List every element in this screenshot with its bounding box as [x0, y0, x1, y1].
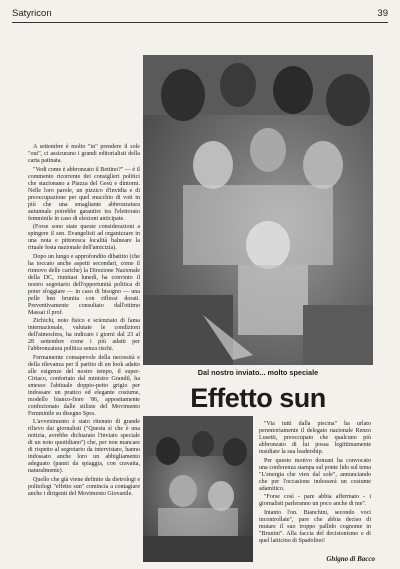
paragraph: Per questo motivo domani ha convocato una conferenza stampa sul ponte lido sul tema "L'energia che vien dal sole", annunciando che per l'occasione indosserà un costume adamitico. [259, 457, 371, 492]
photo-caption: Dal nostro inviato... molto speciale [197, 368, 319, 377]
photo-sunbathers-image [143, 416, 253, 562]
paragraph: Intanto l'on. Bianchini, secondo voci incontrollate", pare che abbia deciso di mutare il suo troppo pallido cognome in "Brunini". Alla faccia del decisionismo e di quel latticino di Spadolino! [259, 509, 371, 544]
paragraph: Dopo un lungo e approfondito dibattito (che ha toccato anche aspetti secondari, come il rinnovo delle cariche) la Direzione Nazionale della DC, riunitasi lunedì, ha convinto il nostro segretario dell'opportunità politica di poter sfoggiare — in caso di bisogno — una pelle ben brunita con riflessi dorati. Preventivamente consultato dall'ottimo Massai il prof. [28, 253, 140, 316]
paragraph: (Forse sono state queste considerazioni a spingere il sen. Evangelisti ad organizzare in una nota e pittoresca località balneare la rituale festa nazionale dell'amicizia). [28, 224, 140, 251]
publication-name: Satyricon [12, 8, 52, 19]
photo-sunbathers [143, 416, 253, 562]
article-column-right [259, 421, 371, 546]
paragraph: Zichichi, noto fisico e scienziato di fama internazionale, valutate le condizioni dell'atmosfera, ha indicato i giorni dal 23 al 28 settembre come i più adatti per l'abbronzatura politica senza rischi. [28, 318, 140, 352]
paragraph: Quello che già viene definito da dietrologi e politologi "effetto sun" comincia a contagiare anche i dirigenti del Movimento Giovanile. [28, 476, 140, 497]
paragraph: A settembre è molto "in" prendere il sole "out", ci assicurano i grandi editorialisti della carta patinata. [28, 144, 140, 164]
paragraph: Fermamente consapevole della necessità e della rilevanza per il partito di un look adatto alle esigenze del nostro tempo, il super-Ciriaco, confortato dal ministro Grandil, ha smesso l'abituale doppio-petto grigio per indossare un pratico ed elegante costume, modello bianco-fiore '86, appositamente confezionato dalle stiliste del Movimento Femminile su disegno Spes. [28, 354, 140, 417]
author-signature: Ghigno di Bacco [326, 555, 375, 563]
paragraph: "Via tutti dalla piscina" ha urlato perentoriamente il delegato nazionale Renzo Lusetti, preoccupato che qualcuno più abbronzato di lui possa legittimamente insidiare la sua leadership. [259, 421, 371, 455]
article-column-left [28, 144, 140, 499]
photo-crowd-beach-image [143, 55, 373, 365]
paragraph: L'avvenimento è stato ritenuto di grande rilievo dai giornalisti ("Questa sì che è una notizia, avrebbe dichiarato l'inviato speciale di un noto quotidiano") che, per non mancare di rispetto al segretario da intervistare, hanno indossato anche loro un abbigliamento adeguato (panni da spiaggia, con cravatta, naturalmente). [28, 419, 140, 474]
article-headline: Effetto sun [190, 383, 326, 413]
photo-crowd-beach [143, 55, 373, 365]
page-number: 39 [377, 8, 388, 19]
page-header [12, 6, 388, 22]
paragraph: "Vedi come è abbronzato il Bettino?" — è il commento ricorrente dei consiglieri politici che stazionano a Piazza del Gesù e dintorni. Nelle loro parole, un pizzico d'invidia e di preoccupazione per quel mucchio di voti in più che una smagliante abbronzatura autunnale potrebbe garantire tra l'elettorato femminile in caso di elezioni anticipate. [28, 166, 140, 222]
header-rule [12, 22, 388, 23]
paragraph: "Forse così - pare abbia affermato - i giornalisti parleranno un poco anche di me". [259, 494, 371, 507]
